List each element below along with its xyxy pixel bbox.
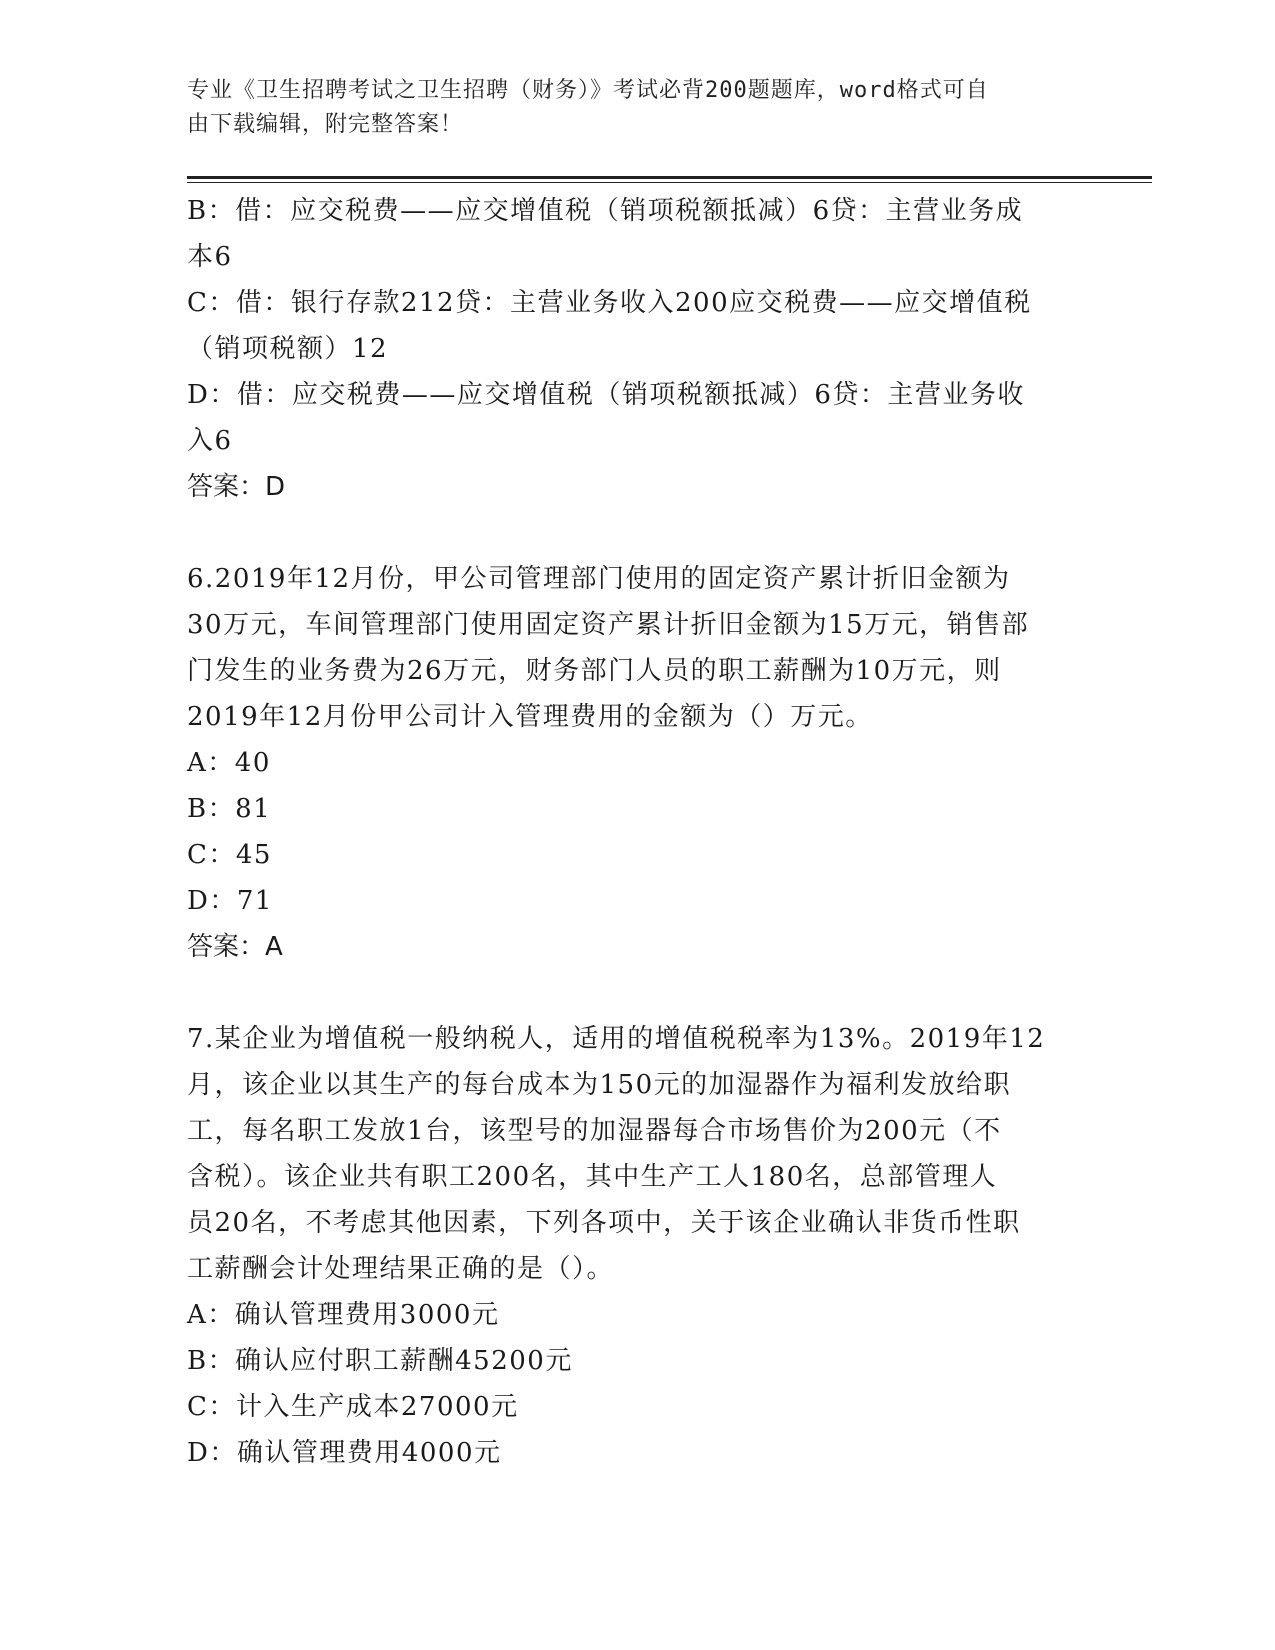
q6-option-b: B：81	[187, 794, 272, 824]
header-rule-thin	[187, 182, 1152, 183]
spacer	[187, 510, 1077, 556]
spacer	[187, 970, 1077, 1016]
q7-option-a: A：确认管理费用3000元	[187, 1300, 500, 1330]
question-6	[187, 556, 1077, 970]
q6-stem-line-2: 30万元，车间管理部门使用固定资产累计折旧金额为15万元，销售部	[187, 610, 1030, 640]
q6-option-d: D：71	[187, 886, 273, 916]
q6-answer: 答案：A	[187, 932, 283, 962]
q7-stem-line-3: 工，每名职工发放1台，该型号的加湿器每合市场售价为200元（不	[187, 1116, 1002, 1146]
q7-stem-line-2: 月，该企业以其生产的每台成本为150元的加湿器作为福利发放给职	[187, 1070, 1012, 1100]
q7-stem-line-5: 员20名，不考虑其他因素，下列各项中，关于该企业确认非货币性职	[187, 1208, 1021, 1238]
header-line-2: 由下载编辑，附完整答案！	[187, 112, 464, 137]
q7-option-b: B：确认应付职工薪酬45200元	[187, 1346, 573, 1376]
q5-option-d-line-2: 入6	[187, 426, 233, 456]
question-7	[187, 1016, 1077, 1476]
q5-option-b-line-1: B：借：应交税费——应交增值税（销项税额抵减）6贷：主营业务成	[187, 196, 1024, 226]
q7-stem-line-6: 工薪酬会计处理结果正确的是（）。	[187, 1254, 615, 1284]
q7-stem-line-4: 含税）。该企业共有职工200名，其中生产工人180名，总部管理人	[187, 1162, 998, 1192]
q7-option-c: C：计入生产成本27000元	[187, 1392, 519, 1422]
q5-answer: 答案：D	[187, 472, 286, 502]
q7-option-d: D：确认管理费用4000元	[187, 1438, 502, 1468]
document-body	[187, 188, 1077, 1476]
q6-stem-line-1: 6.2019年12月份，甲公司管理部门使用的固定资产累计折旧金额为	[187, 564, 1011, 594]
q5-option-b-line-2: 本6	[187, 242, 233, 272]
q5-option-c-line-2: （销项税额）12	[187, 334, 389, 364]
q5-option-d-line-1: D：借：应交税费——应交增值税（销项税额抵减）6贷：主营业务收	[187, 380, 1025, 410]
q5-option-c-line-1: C：借：银行存款212贷：主营业务收入200应交税费——应交增值税	[187, 288, 1032, 318]
q6-option-a: A：40	[187, 748, 271, 778]
q6-stem-line-4: 2019年12月份甲公司计入管理费用的金额为（）万元。	[187, 702, 873, 732]
q6-option-c: C：45	[187, 840, 272, 870]
q6-stem-line-3: 门发生的业务费为26万元，财务部门人员的职工薪酬为10万元，则	[187, 656, 1002, 686]
header-line-1: 专业《卫生招聘考试之卫生招聘（财务）》考试必背200题题库，word格式可自	[187, 78, 989, 103]
document-header	[187, 74, 1077, 142]
question-5-remainder	[187, 188, 1077, 510]
header-rule-thick	[187, 176, 1152, 179]
q7-stem-line-1: 7.某企业为增值税一般纳税人，适用的增值税税率为13%。2019年12	[187, 1024, 1046, 1054]
